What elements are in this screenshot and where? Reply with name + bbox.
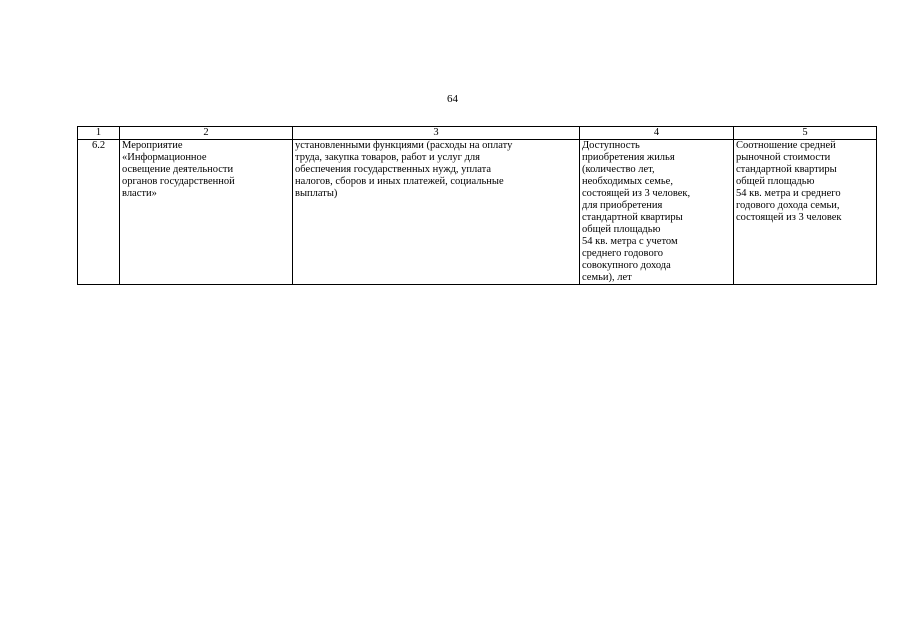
cell-line: годового дохода семьи, — [736, 200, 840, 211]
cell-line: приобретения жилья — [582, 152, 675, 163]
cell-line: «Информационное — [122, 152, 207, 163]
cell-line: органов государственной — [122, 176, 235, 187]
cell-line: Мероприятие — [122, 140, 183, 151]
row-number-cell — [78, 140, 120, 285]
table-row — [78, 140, 877, 285]
cell-line: совокупного дохода — [582, 260, 671, 271]
cell-line: труда, закупка товаров, работ и услуг для — [295, 152, 480, 163]
cell-line: (количество лет, — [582, 164, 655, 175]
column-header-4: 4 — [580, 127, 734, 140]
cell-line: 54 кв. метра и среднего — [736, 188, 841, 199]
column-header-5: 5 — [734, 127, 877, 140]
event-name-cell — [120, 140, 293, 285]
cell-line: семьи), лет — [582, 272, 632, 283]
cell-line: среднего годового — [582, 248, 663, 259]
column-header-3: 3 — [293, 127, 580, 140]
cell-line: Соотношение средней — [736, 140, 836, 151]
cell-line: состоящей из 3 человек — [736, 212, 842, 223]
column-header-1: 1 — [78, 127, 120, 140]
document-table — [77, 126, 877, 285]
cell-line: необходимых семье, — [582, 176, 673, 187]
cell-line: для приобретения — [582, 200, 663, 211]
cell-line: 54 кв. метра с учетом — [582, 236, 678, 247]
calculation-cell — [734, 140, 877, 285]
cell-line: установленными функциями (расходы на оплату — [295, 140, 513, 151]
cell-line: общей площадью — [582, 224, 661, 235]
cell-line: власти» — [122, 188, 157, 199]
column-header-2: 2 — [120, 127, 293, 140]
cell-line: выплаты) — [295, 188, 338, 199]
table-header-row — [78, 127, 877, 140]
description-cell — [293, 140, 580, 285]
cell-line: общей площадью — [736, 176, 815, 187]
cell-line: освещение деятельности — [122, 164, 234, 175]
row-number: 6.2 — [91, 140, 106, 151]
cell-line: Доступность — [582, 140, 640, 151]
cell-line: рыночной стоимости — [736, 152, 831, 163]
cell-line: состоящей из 3 человек, — [582, 188, 691, 199]
cell-line: обеспечения государственных нужд, уплата — [295, 164, 492, 175]
indicator-cell — [580, 140, 734, 285]
cell-line: налогов, сборов и иных платежей, социальные — [295, 176, 504, 187]
page-number: 64 — [447, 93, 458, 105]
cell-line: стандартной квартиры — [736, 164, 837, 175]
cell-line: стандартной квартиры — [582, 212, 683, 223]
